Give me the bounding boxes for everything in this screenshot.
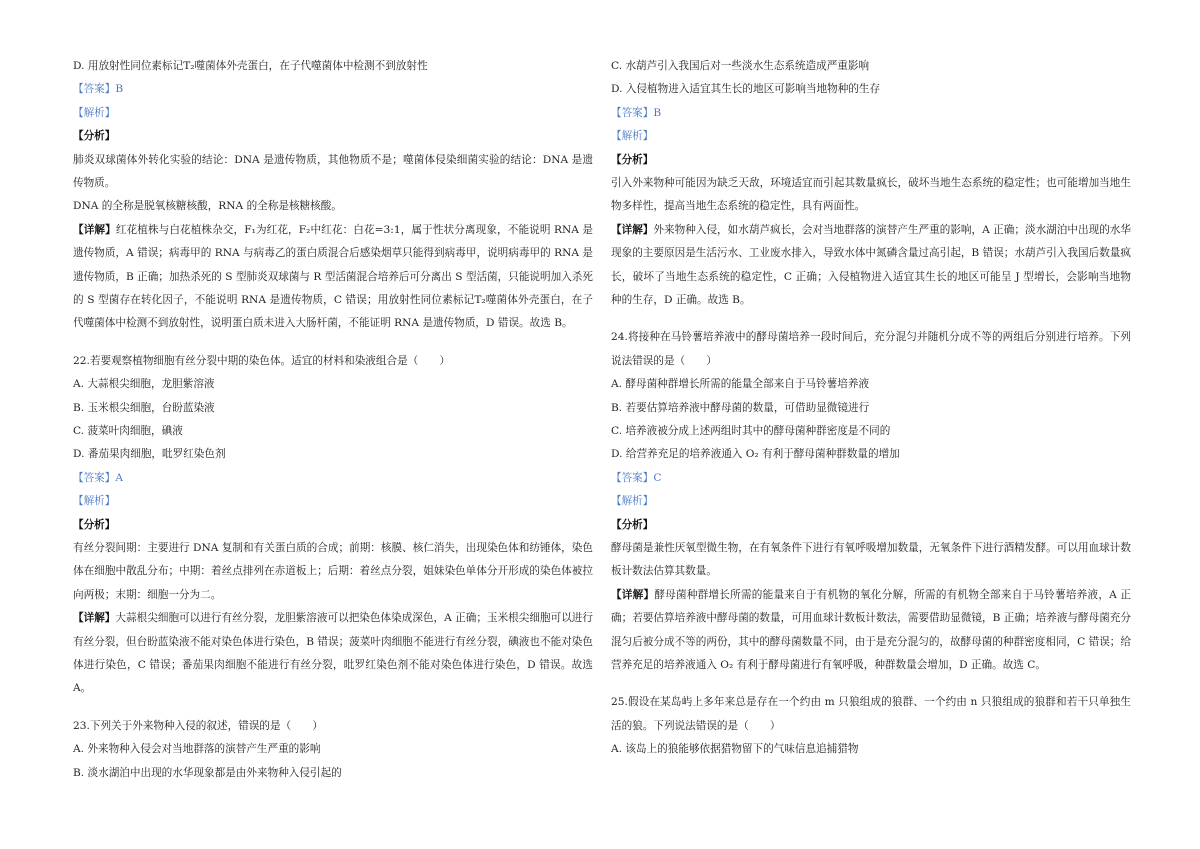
q22-fenxi-tag: 【分析】 bbox=[73, 518, 116, 531]
q23-stem: 23.下列关于外来物种入侵的叙述，错误的是（ ） bbox=[73, 719, 323, 732]
q24-answer: 【答案】C bbox=[611, 471, 662, 484]
q24-detail bbox=[611, 584, 1131, 678]
q24-option-c: C. 培养液被分成上述两组时其中的酵母菌种群密度是不同的 bbox=[611, 424, 891, 437]
q23-detail-tag: 【详解】 bbox=[611, 223, 654, 236]
q22-option-a: A. 大蒜根尖细胞，龙胆紫溶液 bbox=[73, 378, 215, 391]
q22-fenxi-text: 有丝分裂间期：主要进行 DNA 复制和有关蛋白质的合成；前期：核膜、核仁消失，出现染色体和纺锤体，染色体在细胞中散乱分布；中期：着丝点排列在赤道板上；后期：着丝点分裂，姐妹染色单体分开形成的染色体被拉向两极；末期：细胞一分为二。 bbox=[73, 541, 593, 601]
q23-option-b: B. 淡水湖泊中出现的水华现象都是由外来物种入侵引起的 bbox=[73, 766, 342, 779]
q21-detail-text: 红花植株与白花植株杂交，F₁为红花，F₂中红花：白花=3:1，属于性状分离现象，不能说明 RNA 是遗传物质，A 错误；病毒甲的 RNA 与病毒乙的蛋白质混合后感染烟草只能得到病毒甲，说明病毒甲的 RNA 是遗传物质，B 正确；加热杀死的 S 型肺炎双球菌与 R 型活菌混合培养后可分离出 S 型活菌，只能说明加入杀死的 S 型菌存在转化因子，不能说明 RNA 是遗传物质，C 错误；用放射性同位素标记T₂噬菌体外壳蛋白，在子代噬菌体中检测不到放射性，说明蛋白质未进入大肠杆菌，不能证明 RNA 是遗传物质，D 错误。故选 B。 bbox=[73, 223, 593, 330]
q22-option-d: D. 番茄果肉细胞，吡罗红染色剂 bbox=[73, 448, 226, 461]
q21-fenxi-tag: 【分析】 bbox=[73, 130, 116, 143]
q23-option-a: A. 外来物种入侵会对当地群落的演替产生严重的影响 bbox=[73, 743, 321, 756]
q21-fenxi-text-2: DNA 的全称是脱氧核糖核酸，RNA 的全称是核糖核酸。 bbox=[73, 200, 342, 213]
q22-option-c: C. 菠菜叶肉细胞，碘液 bbox=[73, 424, 183, 437]
q22-stem: 22.若要观察植物细胞有丝分裂中期的染色体。适宜的材料和染液组合是（ ） bbox=[73, 354, 451, 367]
q21-answer: 【答案】B bbox=[73, 83, 124, 96]
q21-option-d: D. 用放射性同位素标记T₂噬菌体外壳蛋白，在子代噬菌体中检测不到放射性 bbox=[73, 60, 428, 72]
q22-detail bbox=[73, 607, 593, 701]
q24-fenxi-tag: 【分析】 bbox=[611, 518, 654, 531]
q21-analysis-tag: 【解析】 bbox=[73, 106, 116, 119]
q22-detail-tag: 【详解】 bbox=[73, 612, 116, 625]
q23-analysis-tag: 【解析】 bbox=[611, 130, 654, 143]
q23-fenxi-tag: 【分析】 bbox=[611, 153, 654, 166]
q21-fenxi-text: 肺炎双球菌体外转化实验的结论：DNA 是遗传物质，其他物质不是；噬菌体侵染细菌实验的结论：DNA 是遗传物质。 bbox=[73, 153, 593, 189]
q22-detail-text: 大蒜根尖细胞可以进行有丝分裂，龙胆紫溶液可以把染色体染成深色，A 正确；玉米根尖细胞可以进行有丝分裂，但台盼蓝染液不能对染色体进行染色，B 错误；菠菜叶肉细胞不能进行有丝分裂，碘液也不能对染色体进行染色，C 错误；番茄果肉细胞不能进行有丝分裂，吡罗红染色剂不能对染色体进行染色，D 错误。故选 A。 bbox=[73, 612, 594, 695]
q24-option-b: B. 若要估算培养液中酵母菌的数量，可借助显微镜进行 bbox=[611, 401, 870, 414]
q22-option-b: B. 玉米根尖细胞，台盼蓝染液 bbox=[73, 401, 215, 414]
q23-detail bbox=[611, 219, 1131, 313]
q23-fenxi-text: 引入外来物种可能因为缺乏天敌，环境适宜而引起其数量疯长，破坏当地生态系统的稳定性；也可能增加当地生物多样性，提高当地生态系统的稳定性，具有两面性。 bbox=[611, 176, 1131, 213]
q25-stem: 25.假设在某岛屿上多年来总是存在一个约由 m 只狼组成的狼群、一个约由 n 只狼组成的狼群和若干只单独生活的狼。下列说法错误的是（ ） bbox=[611, 696, 1131, 732]
q23-detail-text: 外来物种入侵，如水葫芦疯长，会对当地群落的演替产生严重的影响，A 正确；淡水湖泊中出现的水华现象的主要原因是生活污水、工业废水排入，导致水体中氮磷含量过高引起，B 错误；水葫芦引入我国后数量疯长，破坏了当地生态系统的稳定性，C 正确；入侵植物进入适宜其生长的地区可能呈 J 型增长，会影响当地物种的生存，D 正确。故选 B。 bbox=[611, 223, 1132, 306]
left-column bbox=[73, 55, 593, 785]
q24-analysis-tag: 【解析】 bbox=[611, 495, 654, 508]
q22-analysis-tag: 【解析】 bbox=[73, 495, 116, 508]
q23-option-c: C. 水葫芦引入我国后对一些淡水生态系统造成严重影响 bbox=[611, 60, 870, 72]
q22-answer: 【答案】A bbox=[73, 471, 124, 484]
q25-option-a: A. 该岛上的狼能够依据猎物留下的气味信息追捕猎物 bbox=[611, 743, 859, 756]
q24-stem: 24.将接种在马铃薯培养液中的酵母菌培养一段时间后，充分混匀并随机分成不等的两组后分别进行培养。下列说法错误的是（ ） bbox=[611, 331, 1131, 367]
q21-detail bbox=[73, 219, 593, 336]
q23-option-d: D. 入侵植物进入适宜其生长的地区可影响当地物种的生存 bbox=[611, 83, 881, 96]
q24-option-d: D. 给营养充足的培养液通入 O₂ 有利于酵母菌种群数量的增加 bbox=[611, 448, 900, 461]
q23-answer: 【答案】B bbox=[611, 106, 662, 119]
q24-option-a: A. 酵母菌种群增长所需的能量全部来自于马铃薯培养液 bbox=[611, 378, 870, 391]
q24-detail-text: 酵母菌种群增长所需的能量来自于有机物的氧化分解，所需的有机物全部来自于马铃薯培养液，A 正确；若要估算培养液中酵母菌的数量，可用血球计数板计数法，需要借助显微镜，B 正确；培养液与酵母菌充分混匀后被分成不等的两份，其中的酵母菌数量不同，由于是充分混匀的，故酵母菌的种群密度相同，C 错误；给营养充足的培养液通入 O₂ 有利于酵母菌进行有氧呼吸，种群数量会增加，D 正确。故选 C。 bbox=[611, 588, 1132, 671]
q24-fenxi-text: 酵母菌是兼性厌氧型微生物，在有氧条件下进行有氧呼吸增加数量，无氧条件下进行酒精发酵。可以用血球计数板计数法估算其数量。 bbox=[611, 541, 1131, 578]
q21-detail-tag: 【详解】 bbox=[73, 223, 116, 236]
right-column bbox=[611, 55, 1131, 762]
q24-detail-tag: 【详解】 bbox=[611, 588, 655, 601]
